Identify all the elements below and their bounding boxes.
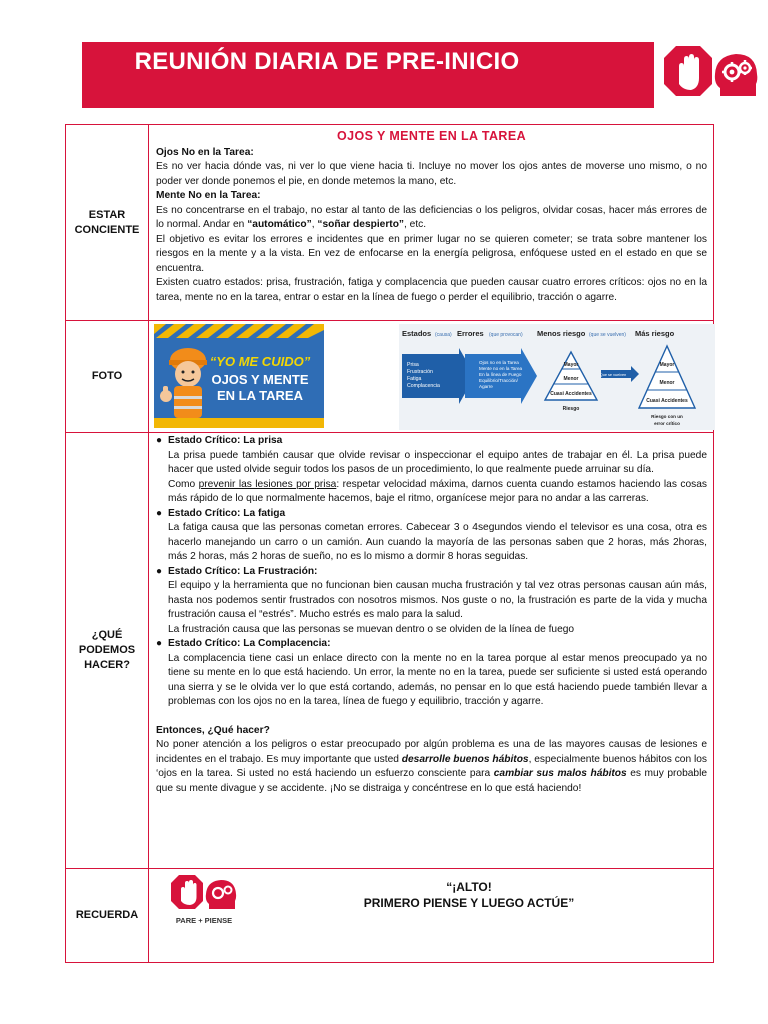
poster-line3: EN LA TAREA bbox=[217, 388, 303, 403]
frus-p1: El equipo y la herramienta que no funcionan bien causan mucha frustración y tal vez otras personas causan aún más, hasta nos podemos sentir frustrados con nosotros mismos. Nos guste o no, la frustración es parte de la vida y mucha frustración causa el “estrés”. Mucho estrés es malo para la salud. bbox=[168, 580, 707, 620]
svg-text:En la línea de Fuego: En la línea de Fuego bbox=[479, 372, 522, 377]
logo-caption: PARE + PIENSE bbox=[175, 916, 233, 925]
svg-text:Menor: Menor bbox=[659, 380, 675, 386]
svg-text:Mente no en la Tarea: Mente no en la Tarea bbox=[479, 366, 523, 371]
stop-hand-think-icon bbox=[664, 44, 760, 108]
row-que-podemos-hacer bbox=[66, 433, 714, 869]
comp-p: La complacencia tiene casi un enlace directo con la mente no en la tarea porque al estar menos preocupado ya no tiene su mente en lo que está haciendo. Un error, la mente no en la tarea, puede ser suficiente si usted está operando una sierra y se le olvida ver lo que está cortando, además, no pensar en lo que está haciendo puede también llevar a problemas con los ojos no en la tarea, línea de fuego y equilibrio, tracción y agarre. bbox=[168, 652, 707, 707]
p1-title: Ojos No en la Tarea: bbox=[156, 146, 254, 158]
row-label-que: ¿QUÉ PODEMOS HACER? bbox=[66, 433, 149, 869]
header-banner bbox=[82, 42, 654, 108]
recuerda-message bbox=[249, 879, 689, 911]
svg-text:Ojos no en la Tarea: Ojos no en la Tarea bbox=[479, 360, 519, 365]
svg-text:Menos riesgo: Menos riesgo bbox=[537, 329, 586, 338]
recuerda-line2: PRIMERO PIENSE Y LUEGO ACTÚE” bbox=[363, 896, 575, 910]
entonces-title: Entonces, ¿Qué hacer? bbox=[156, 724, 270, 736]
svg-text:error crítico: error crítico bbox=[654, 421, 680, 426]
entonces-p: No poner atención a los peligros o estar preocupado por algún problema es una de las mayores causas de lesiones e incidentes en el trabajo. Es muy importante que usted desarrolle buenos hábitos, especialmente buenos hábitos con los ‘ojos en la tarea. Si usted no está haciendo un esfuerzo consciente para cambiar sus malos hábitos es muy probable que su mente divague y se accidente. ¡No se distraiga y concéntrese en lo que está haciendo! bbox=[156, 739, 707, 794]
p4-text: Existen cuatro estados: prisa, frustración, fatiga y complacencia que pueden causar cuatro errores críticos: ojos no en la tarea, mente no en la tarea, entrar o estar en la línea de fuego o perder el equilibrio, tracción o agarre. bbox=[156, 277, 707, 303]
bullet-frustracion: ● Estado Crítico: La Frustración: bbox=[156, 565, 318, 577]
recuerda-content bbox=[149, 869, 714, 963]
row-label-foto: FOTO bbox=[66, 321, 149, 433]
recuerda-line1: “¡ALTO! bbox=[446, 880, 492, 894]
yo-me-cuido-poster bbox=[154, 324, 324, 428]
p2-text: Es no concentrarse en el trabajo, no estar al tanto de las deficiencias o los peligros, olvidar cosas, hacer más errores de lo normal. Andar en “automático”, “soñar despierto”, etc. bbox=[156, 204, 707, 230]
estar-content bbox=[149, 125, 714, 321]
prisa-p1: La prisa puede también causar que olvide revisar o inspeccionar el equipo antes de trabajar en él. La prisa puede hacer que usted olvide seguir todos los pasos de un procedimiento, lo que realmente puede arruinar su día. bbox=[168, 449, 707, 475]
svg-text:Riesgo: Riesgo bbox=[562, 406, 580, 412]
foto-content bbox=[149, 321, 714, 433]
svg-text:Agarre: Agarre bbox=[479, 384, 493, 389]
fatiga-p: La fatiga causa que las personas cometan errores. Cabecear 3 o 4segundos viendo el televisor es una cosa, otra es hacerlo manejando un carro o un camión. Aun cuando la mayoría de las personas saben que 2 horas, más 2horas, más 2 horas, más 2 horas de sueño, no es lo mismo a dormir 8 horas seguidas. bbox=[168, 522, 707, 562]
svg-text:Cuasi Accidentes: Cuasi Accidentes bbox=[646, 398, 688, 404]
pare-piense-logo bbox=[171, 873, 241, 929]
p1-text: Es no ver hacia dónde vas, ni ver lo que viene hacia ti. Incluye no mover los ojos antes de moverse uno mismo, o no poder ver donde ponemos el pie, en donde metemos la mano, etc. bbox=[156, 161, 707, 187]
svg-text:Riesgo con un: Riesgo con un bbox=[651, 414, 683, 419]
p3-text: El objetivo es evitar los errores e incidentes que en primer lugar no se quieren cometer; se trata sobre mantener los riesgos en la mente y a la vista. En vez de enfocarse en la energía peligrosa, enfóquese usted en el estado en que se encuentra. bbox=[156, 233, 707, 274]
svg-text:(causa): (causa) bbox=[435, 332, 452, 338]
svg-text:Que se vuelven: Que se vuelven bbox=[599, 373, 627, 377]
svg-text:Más riesgo: Más riesgo bbox=[635, 329, 675, 338]
prisa-p2: Como prevenir las lesiones por prisa: respetar velocidad máxima, darnos cuenta cuando estamos haciendo las cosas más rápido de lo que normalmente hacemos, baje el ritmo, organícese mejor para no andar a las carreras. bbox=[168, 478, 707, 504]
row-label-estar: ESTAR CONCIENTE bbox=[66, 125, 149, 321]
svg-text:(que provocan): (que provocan) bbox=[489, 332, 523, 338]
bullet-complacencia: ● Estado Crítico: La Complacencia: bbox=[156, 638, 331, 649]
risk-diagram bbox=[399, 324, 715, 430]
svg-text:Complacencia: Complacencia bbox=[407, 383, 440, 389]
section-title: OJOS Y MENTE EN LA TAREA bbox=[336, 129, 527, 143]
svg-text:Frustración: Frustración bbox=[407, 369, 433, 375]
svg-text:Mayor: Mayor bbox=[563, 362, 579, 368]
page-title: REUNIÓN DIARIA DE PRE-INICIO bbox=[134, 48, 520, 75]
meeting-table bbox=[65, 124, 714, 963]
row-recuerda bbox=[66, 869, 714, 963]
svg-text:Equilibrio/Tracción/: Equilibrio/Tracción/ bbox=[479, 378, 518, 383]
bullet-prisa: ● Estado Crítico: La prisa bbox=[156, 435, 283, 446]
p2-title: Mente No en la Tarea: bbox=[156, 190, 261, 201]
svg-text:(que se vuelven): (que se vuelven) bbox=[589, 332, 626, 338]
svg-text:Cuasi Accidentes: Cuasi Accidentes bbox=[550, 391, 592, 397]
bullet-fatiga: ● Estado Crítico: La fatiga bbox=[156, 507, 286, 519]
svg-text:Prisa: Prisa bbox=[407, 362, 419, 368]
svg-text:Mayor: Mayor bbox=[659, 362, 675, 368]
svg-text:Fatiga: Fatiga bbox=[407, 376, 422, 382]
poster-line2: OJOS Y MENTE bbox=[211, 372, 309, 387]
svg-text:Estados: Estados bbox=[402, 329, 432, 338]
frus-p2: La frustración causa que las personas se muevan dentro o se olviden de la línea de fuego bbox=[168, 623, 575, 635]
svg-text:Menor: Menor bbox=[563, 376, 579, 382]
row-foto bbox=[66, 321, 714, 433]
svg-text:Errores: Errores bbox=[457, 329, 484, 338]
row-estar-conciente bbox=[66, 125, 714, 321]
row-label-recuerda: RECUERDA bbox=[66, 869, 149, 963]
que-content bbox=[149, 433, 714, 869]
poster-line1: “YO ME CUIDO” bbox=[209, 354, 311, 369]
